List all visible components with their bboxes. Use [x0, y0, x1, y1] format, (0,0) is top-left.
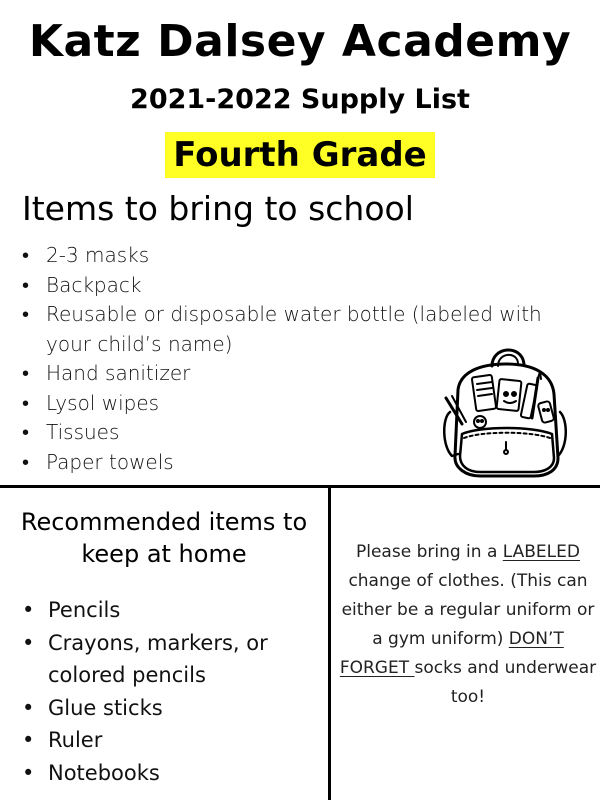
horizontal-divider [0, 485, 600, 488]
list-item: • 2-3 masks [22, 243, 150, 267]
grade-label: Fourth Grade [165, 132, 435, 178]
list-item: • Hand sanitizer [22, 361, 191, 385]
note-text: socks and underwear too! [414, 658, 597, 707]
list-item: • Ruler [22, 728, 103, 752]
bring-section-heading: Items to bring to school [22, 189, 414, 228]
list-item: • Glue sticks [22, 695, 163, 720]
note-text: change of clothes. (This can either be a regular uniform or a gym uniform) [341, 571, 595, 649]
clothes-note [336, 538, 600, 712]
note-text: Please bring in a [356, 542, 503, 562]
list-item: • Lysol wipes [22, 390, 160, 415]
grade-banner [0, 132, 600, 178]
list-item: • Paper towels [22, 449, 174, 474]
list-item: • Reusable or disposable water bottle (labeled with your child’s name) [22, 302, 542, 356]
home-section-heading: Recommended items to keep at home [20, 508, 308, 568]
list-item: • Pencils [22, 598, 121, 622]
list-item: • Backpack [22, 272, 142, 297]
list-item: • Notebooks [22, 760, 160, 785]
vertical-divider [328, 485, 331, 800]
dont-forget-emphasis: DON’T FORGET [339, 629, 564, 678]
supply-list-subtitle: 2021-2022 Supply List [130, 84, 470, 115]
school-title: Katz Dalsey Academy [28, 16, 572, 67]
list-item: • Tissues [22, 420, 120, 444]
backpack-with-supplies-icon [440, 338, 570, 488]
home-list [22, 594, 322, 789]
list-item: • Crayons, markers, or colored pencils [22, 630, 268, 687]
labeled-emphasis: LABELED [502, 542, 580, 562]
